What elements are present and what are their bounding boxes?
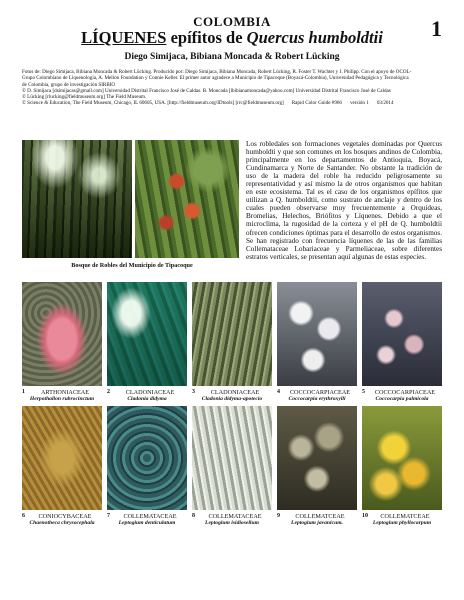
intro-paragraph: Los robledales son formaciones vegetales dominadas por Quercus humboldti y que son comunes en los bosques andinos de Colombia, principalmente en los departamentos de Antioquia, Boyacá, Cundinamarca y Norte de Santander. No obstante la tradición de uso de la madera del roble ha reducido peligrosamente su representatividad y así mismo la de otros organismos que habitan en este ecosistema. Tal es el caso de los organismos epífitos que utilizan a Q. humboldtii, como sustrato de anclaje y dentro de los cuales pueden observarse muy frecuentemente a Orquideas, Bromelias, Helechos, Briófitos y Líquenes. Debido a que el microclima, la rugosidad de la corteza y el pH de Q. humboldtii ofrecen condiciones óptimas para el desarrollo de estos organismos. Se han registrado con frecuencia líquenes de las de las familias Collemataceae Lobariaceae y Parmeliaceae, sobre diferentes estratos verticales, se presentan aquí algunas de estas especies.: [246, 140, 442, 261]
species-photo: [277, 282, 357, 386]
species-name: Leptogium phyllocarpum: [372, 520, 432, 526]
species-family: CONIOCYBACEAE: [38, 513, 92, 520]
species-name: Cladonia didyma-apotecio: [201, 396, 263, 402]
species-photo: [22, 406, 102, 510]
species-photo: [362, 406, 442, 510]
photo-caption: Bosque de Robles del Municipio de Tipacoque: [71, 262, 193, 269]
credits-line: © Lücking [rlucking@fieldmuseum.org] The Field Museum.: [22, 94, 147, 101]
species-card: [277, 282, 357, 402]
species-family: COLLEMATCEAE: [295, 513, 345, 520]
species-family: COLLEMATACEAE: [123, 513, 177, 520]
species-photo: [107, 406, 187, 510]
species-photo: [362, 282, 442, 386]
species-card: [362, 282, 442, 402]
credits-line: Fotos de: Diego Simijaca, Bibiana Moncada & Robert Lücking. Producido por: Diego Simijaca, Bibiana Moncada, Robert Lücking, R. Foster T. Wachter y J. Philipp. Con el apoyo de OCOL-: [22, 69, 412, 75]
species-number: 5: [362, 389, 365, 395]
footer-version: versión 1: [349, 100, 369, 107]
country-heading: COLOMBIA: [193, 14, 271, 29]
species-number: 2: [107, 389, 110, 395]
title-species: Quercus humboldtii: [246, 28, 383, 47]
species-family: COCCOCARPIACEAE: [374, 389, 436, 396]
lichen-tree-photo: [135, 140, 239, 258]
species-number: 4: [277, 389, 280, 395]
species-card: [362, 406, 442, 526]
species-number: 6: [22, 513, 25, 519]
species-number: 8: [192, 513, 195, 519]
species-name: Chaenotheca chrysocephala: [29, 520, 95, 526]
title-mid: epífitos de: [166, 28, 247, 47]
credits-line: Grupo Colombiano de Liquenología, A. Mellon Foundation y Connie Keller. El primer autor agradece a Municipio de Tipacoque (Boyacá-Colombia), Universidad Pedagógica y Tecnológica: [22, 75, 409, 82]
footer-museum: © Science & Education, The Field Museum, Chicago, IL 60605, USA. [http://fieldmuseum.org/IDtools] [rrc@fieldmuseum.org]: [22, 100, 284, 107]
species-number: 3: [192, 389, 195, 395]
species-number: 7: [107, 513, 110, 519]
page-number: 1: [431, 16, 442, 41]
species-card: [107, 282, 187, 402]
species-photo: [22, 282, 102, 386]
credits-line: de Colombia, grupo de investigación SIRBIO: [22, 81, 116, 88]
species-card: [277, 406, 357, 526]
species-number: 10: [362, 513, 368, 519]
page-title: [0, 28, 464, 48]
species-name: Coccocarpia erythroxylli: [288, 396, 346, 402]
species-card: [192, 282, 272, 402]
species-photo: [277, 406, 357, 510]
authors: Diego Simijaca, Bibiana Moncada & Robert Lücking: [124, 52, 340, 62]
species-card: [192, 406, 272, 526]
species-family: CLADONIACEAE: [125, 389, 175, 396]
credits-footer: [22, 100, 442, 106]
species-family: COLLEMATACEAE: [208, 513, 262, 520]
species-number: 1: [22, 389, 25, 395]
species-name: Leptogium isidiosellum: [205, 520, 259, 526]
species-family: ARTHONIACEAE: [40, 389, 90, 396]
species-name: Coccocarpia palmicola: [375, 396, 429, 402]
species-number: 9: [277, 513, 280, 519]
footer-date: 03/2014: [376, 100, 394, 107]
species-card: [22, 406, 102, 526]
species-family: COCCOCARPIACEAE: [289, 389, 351, 396]
species-card: [107, 406, 187, 526]
species-name: Herpothallon rubrocinctum: [29, 396, 95, 402]
credits-line: © D. Simijaca [dsimijacas@gmail.com] Universidad Distrital Francisco José de Caldas. B. Moncada [lbibianamoncada@yahoo.com] Universidad Distrital Francisco José de Caldas: [22, 87, 391, 94]
species-card: [22, 282, 102, 402]
species-name: Leptogium javanicum.: [291, 520, 343, 526]
species-photo: [192, 282, 272, 386]
species-photo: [107, 282, 187, 386]
footer-guide: Rapid Color Guide #966: [291, 100, 342, 107]
species-family: CLADONIACEAE: [210, 389, 260, 396]
forest-photo: [22, 140, 132, 258]
species-family: COLLEMATCEAE: [380, 513, 430, 520]
title-main: LÍQUENES: [81, 28, 167, 47]
credits-block: [22, 69, 442, 107]
species-photo: [192, 406, 272, 510]
species-name: Leptogium denticulatum: [118, 520, 176, 526]
species-name: Cladonia didyma: [127, 396, 167, 402]
